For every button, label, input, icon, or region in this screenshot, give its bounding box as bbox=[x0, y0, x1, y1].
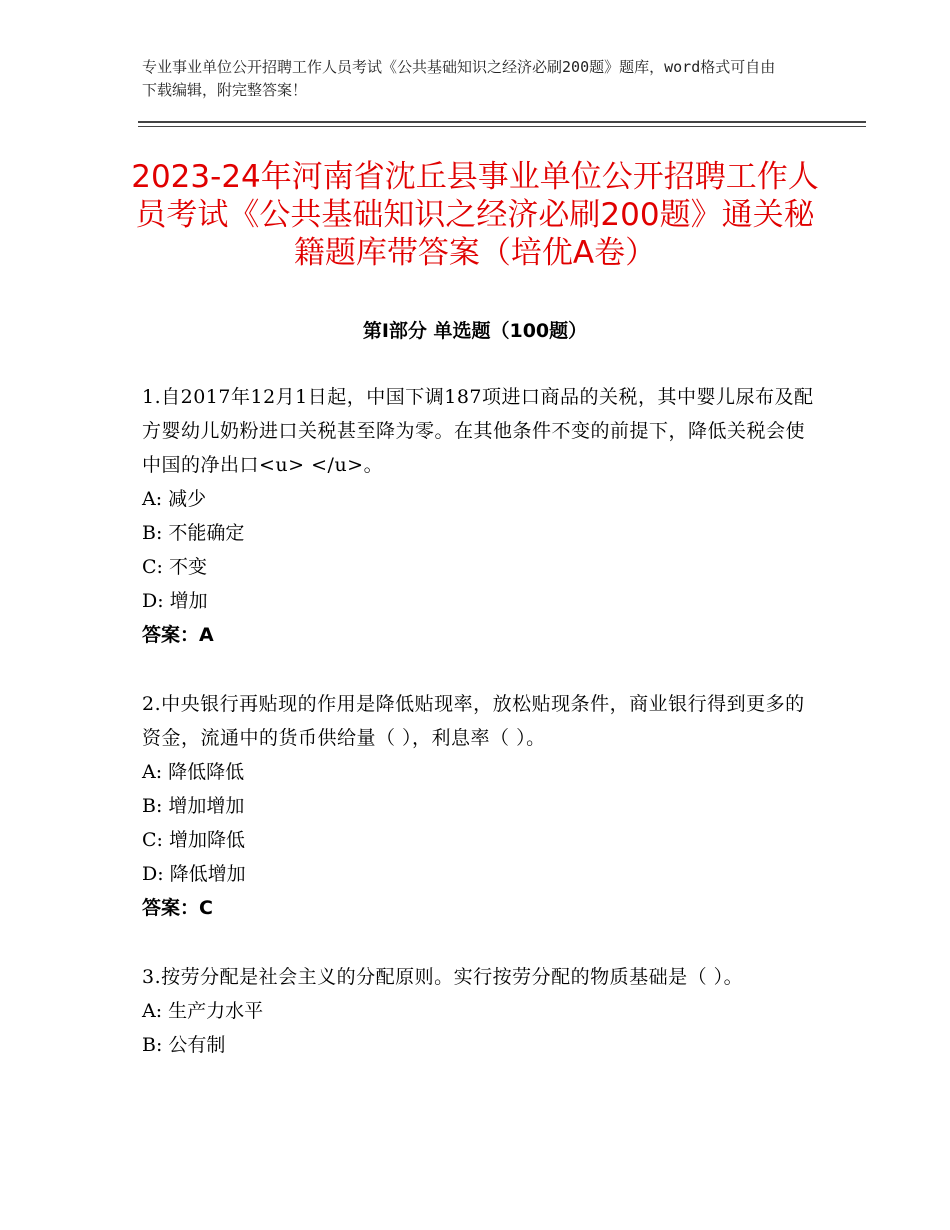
answer: 答案：C bbox=[142, 897, 213, 919]
question-3 bbox=[142, 960, 814, 1062]
option-d: D: 降低增加 bbox=[142, 863, 246, 885]
question-stem: 1.自2017年12月1日起，中国下调187项进口商品的关税，其中婴儿尿布及配方婴幼儿奶粉进口关税甚至降为零。在其他条件不变的前提下，降低关税会使中国的净出口<u> </u>。 bbox=[142, 386, 814, 476]
option-a: A: 减少 bbox=[142, 488, 207, 510]
option-b: B: 公有制 bbox=[142, 1034, 226, 1056]
option-d: D: 增加 bbox=[142, 590, 208, 612]
question-stem: 3.按劳分配是社会主义的分配原则。实行按劳分配的物质基础是（ ）。 bbox=[142, 966, 744, 988]
option-b: B: 不能确定 bbox=[142, 522, 245, 544]
header-rule-thin bbox=[138, 126, 866, 127]
section-title: 第Ⅰ部分 单选题（100题） bbox=[362, 320, 588, 342]
option-b: B: 增加增加 bbox=[142, 795, 245, 817]
header-rule-thick bbox=[138, 121, 866, 123]
option-a: A: 生产力水平 bbox=[142, 1000, 264, 1022]
question-stem: 2.中央银行再贴现的作用是降低贴现率，放松贴现条件，商业银行得到更多的资金，流通中的货币供给量（ ），利息率（ ）。 bbox=[142, 693, 805, 749]
question-2 bbox=[142, 687, 814, 925]
option-a: A: 降低降低 bbox=[142, 761, 245, 783]
header-note: 专业事业单位公开招聘工作人员考试《公共基础知识之经济必刷200题》题库，word格式可自由下载编辑，附完整答案！ bbox=[142, 58, 776, 99]
question-1 bbox=[142, 380, 814, 652]
document-title: 2023-24年河南省沈丘县事业单位公开招聘工作人员考试《公共基础知识之经济必刷200题》通关秘籍题库带答案（培优A卷） bbox=[131, 159, 819, 271]
option-c: C: 增加降低 bbox=[142, 829, 245, 851]
answer: 答案：A bbox=[142, 624, 214, 646]
option-c: C: 不变 bbox=[142, 556, 207, 578]
